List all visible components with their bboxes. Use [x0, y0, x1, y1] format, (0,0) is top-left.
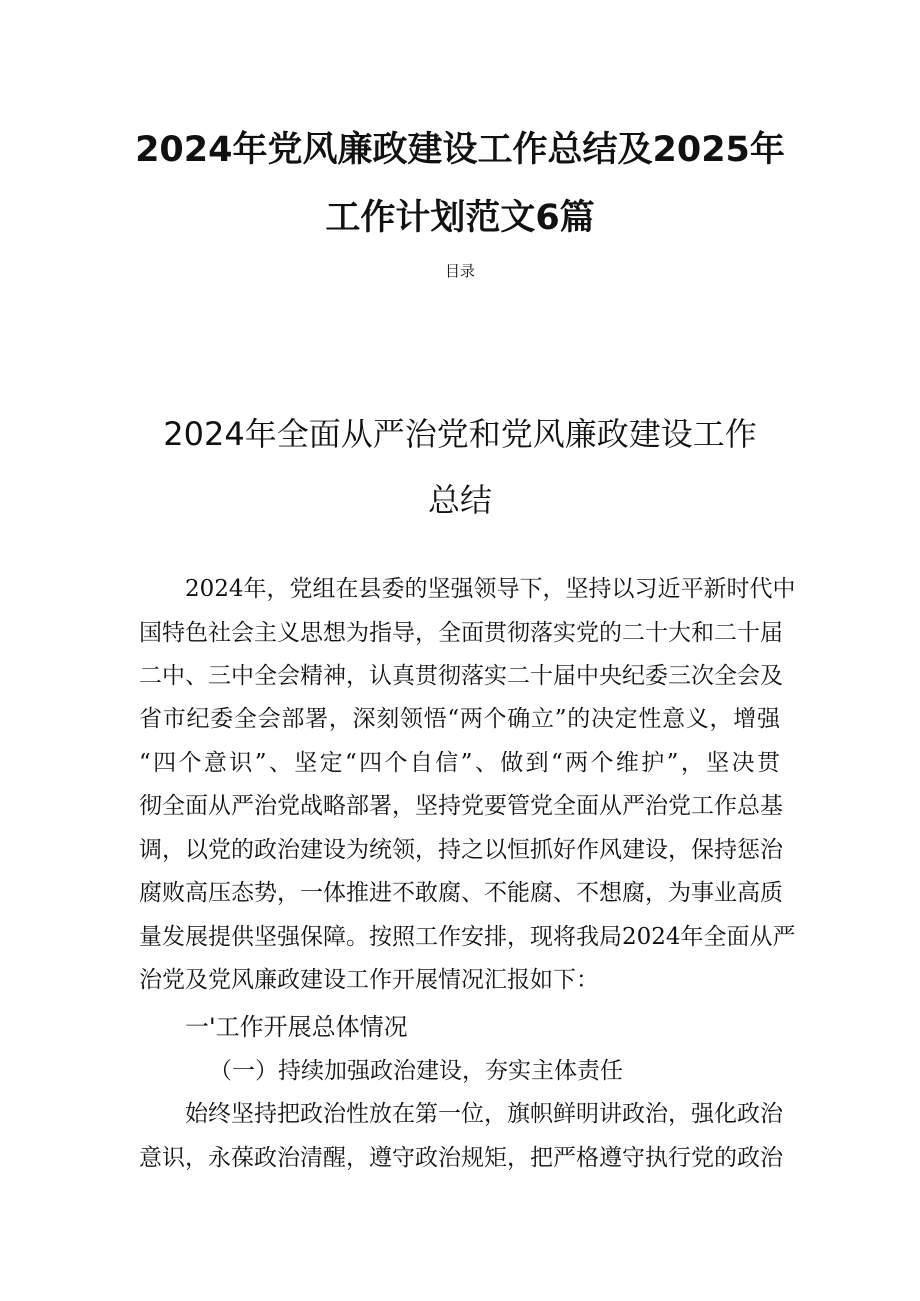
heading-level-1: 一'工作开展总体情况: [185, 1013, 408, 1041]
heading-level-2: （一）持续加强政治建设，夯实主体责任: [209, 1058, 623, 1084]
paragraph-line: 意识，永葆政治清醒，遵守政治规矩，把严格遵守执行党的政治: [139, 1145, 783, 1171]
paragraph-line: 彻全面从严治党战略部署，坚持党要管党全面从严治党工作总基: [139, 793, 783, 819]
paragraph-line: 腐败高压态势，一体推进不敢腐、不能腐、不想腐，为事业高质: [139, 880, 783, 906]
paragraph-line: 量发展提供坚强保障。按照工作安排，现将我局2024年全面从严: [139, 924, 796, 950]
paragraph-line: 始终坚持把政治性放在第一位，旗帜鲜明讲政治，强化政治: [185, 1101, 783, 1127]
table-of-contents-label: 目录: [444, 262, 475, 280]
document-title-line-2: 工作计划范文6篇: [325, 198, 595, 238]
paragraph-line: 省市纪委全会部署，深刻领悟“两个确立”的决定性意义，增强: [139, 706, 780, 732]
paragraph-line: 二中、三中全会精神，认真贯彻落实二十届中央纪委三次全会及: [139, 663, 783, 689]
section-title-line-1: 2024年全面从严治党和党风廉政建设工作: [163, 415, 757, 453]
paragraph-line: 治党及党风廉政建设工作开展情况汇报如下：: [139, 967, 599, 993]
document-title-line-1: 2024年党风廉政建设工作总结及2025年: [135, 130, 785, 170]
section-title-line-2: 总结: [427, 481, 492, 519]
paragraph-line: 调，以党的政治建设为统领，持之以恒抓好作风建设，保持惩治: [139, 837, 783, 863]
paragraph-line: 2024年，党组在县委的坚强领导下，坚持以习近平新时代中: [185, 576, 796, 602]
paragraph-line: “四个意识”、坚定“四个自信”、做到“两个维护”，坚决贯: [139, 750, 780, 776]
paragraph-line: 国特色社会主义思想为指导，全面贯彻落实党的二十大和二十届: [139, 620, 783, 646]
